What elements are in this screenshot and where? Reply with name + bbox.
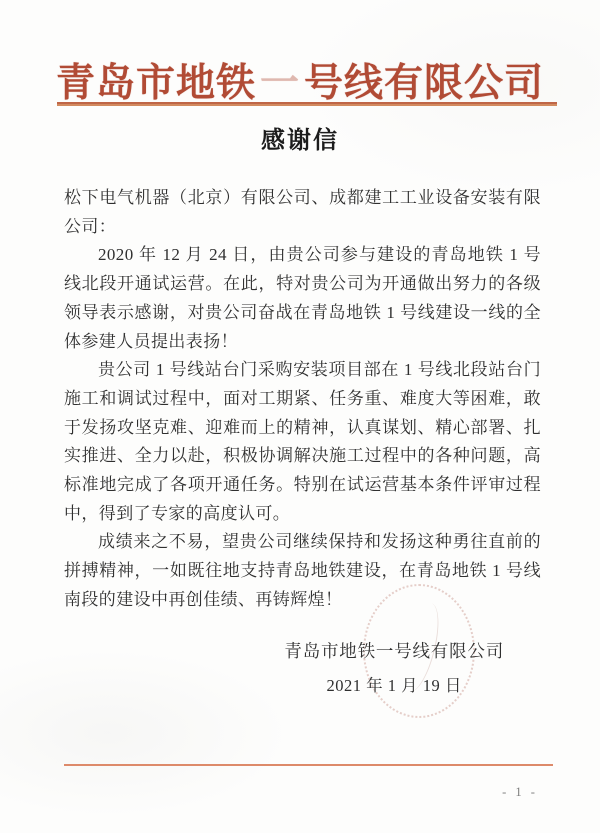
letterhead-title-faint-char: 一	[259, 62, 300, 105]
letter-title: 感谢信	[261, 128, 339, 154]
body-paragraph-1: 2020 年 12 月 24 日，由贵公司参与建设的青岛地铁 1 号线北段开通试运营。在此，特对贵公司为开通做出努力的各级领导表示感谢，对贵公司奋战在青岛地铁 1 号线建设一线的全体参建人员提出表扬！	[64, 245, 541, 351]
letterhead-title	[0, 52, 600, 108]
footer-rule	[64, 764, 553, 766]
body-paragraph-3: 成绩来之不易，望贵公司继续保持和发扬这种勇往直前的拼搏精神，一如既往地支持青岛地铁建设，在青岛地铁 1 号线南段的建设中再创佳绩、再铸辉煌！	[64, 532, 541, 609]
letterhead-title-part3: 号线有限公司	[304, 62, 545, 105]
letter-body	[64, 184, 541, 615]
salutation-line: 松下电气机器（北京）有限公司、成都建工工业设备安装有限公司：	[64, 188, 541, 236]
signature-date: 2021 年 1 月 19 日	[326, 676, 462, 695]
letterhead-title-part1: 青岛市地铁	[55, 62, 256, 105]
page-number: - 1 -	[502, 785, 538, 799]
body-paragraph-2: 贵公司 1 号线站台门采购安装项目部在 1 号线北段站台门施工和调试过程中，面对工期紧、任务重、难度大等困难，敢于发扬攻坚克难、迎难而上的精神，认真谋划、精心部署、扎实推进、全力以赴，积极协调解决施工过程中的各种问题，高标准地完成了各项开通任务。特别在试运营基本条件评审过程中，得到了专家的高度认可。	[64, 360, 541, 523]
signature-company: 青岛市地铁一号线有限公司	[284, 641, 504, 661]
letterhead-double-rule	[57, 102, 557, 106]
signature-block	[284, 638, 504, 696]
